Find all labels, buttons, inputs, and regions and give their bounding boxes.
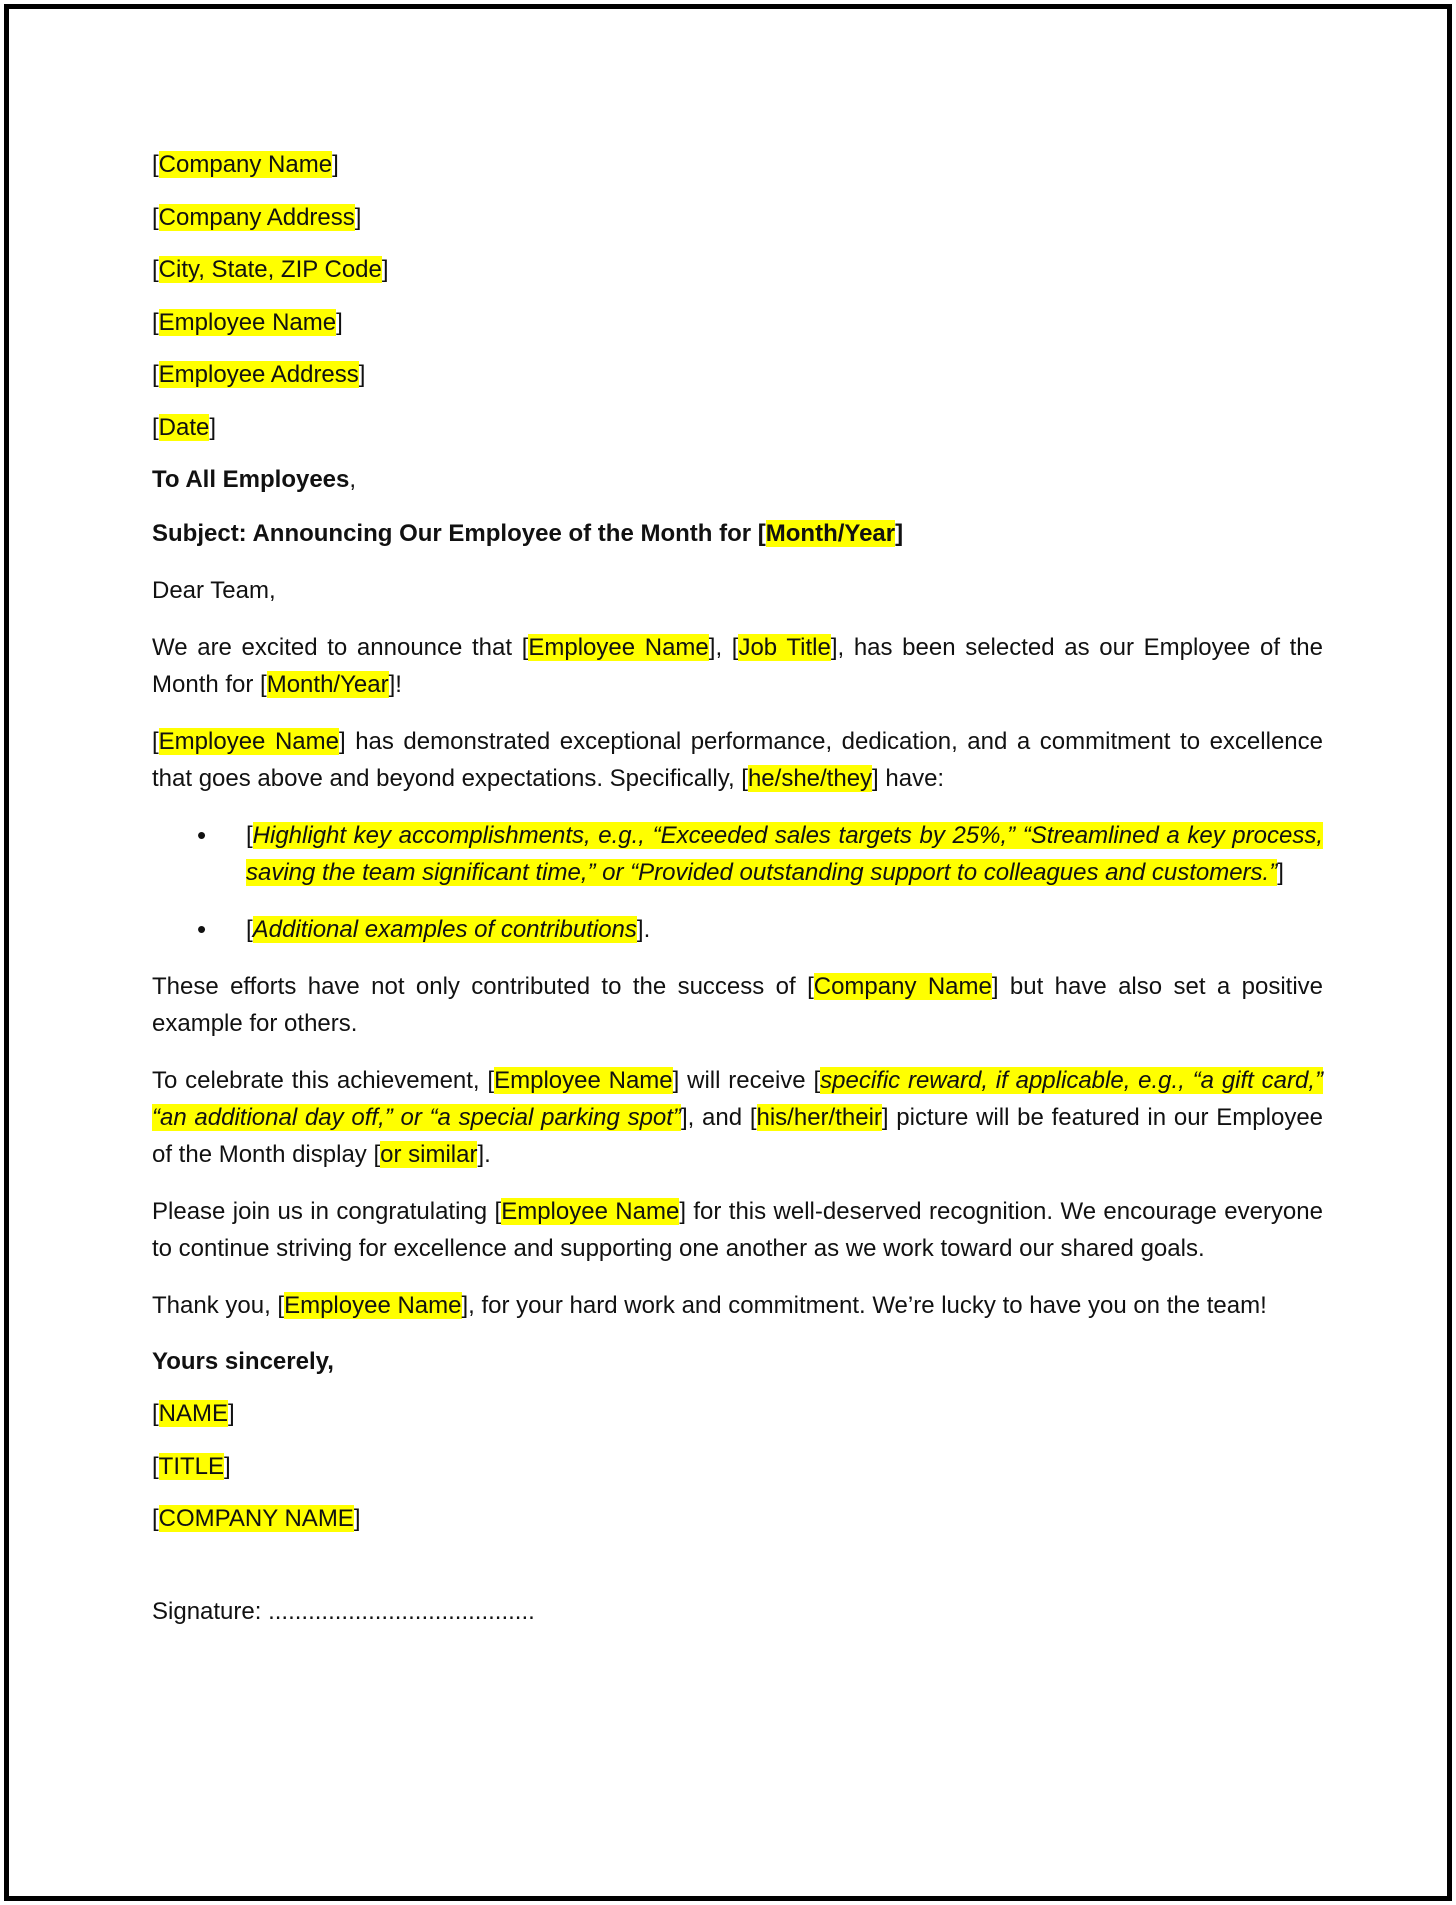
text: To celebrate this achievement, (152, 1066, 488, 1094)
placeholder: Company Name (158, 151, 333, 178)
employee-name-line: [Employee Name] (152, 308, 343, 336)
date-line: [Date] (152, 413, 217, 441)
placeholder: specific reward, if applicable, e.g., “a gift card,” “an additional day off,” or “a special parking spot” (152, 1066, 1323, 1131)
placeholder: Month/Year (765, 519, 896, 547)
bullet-icon: • (197, 819, 207, 850)
signer-company-line: [COMPANY NAME] (152, 1505, 361, 1532)
placeholder: Company Address (158, 203, 355, 231)
placeholder: Month/Year (266, 670, 389, 698)
closing: Yours sincerely, (152, 1347, 334, 1375)
placeholder: Employee Name (158, 727, 339, 755)
text: , (715, 633, 732, 661)
greeting: Dear Team, (152, 576, 276, 604)
signature-line: Signature: ........................................ (152, 1597, 535, 1625)
text: These efforts have not only contributed to the success of (152, 972, 808, 1000)
text: have: (878, 764, 945, 792)
text: ! (395, 670, 402, 698)
placeholder: Employee Name (158, 308, 337, 336)
spacer (152, 1554, 1323, 1594)
text: We are excited to announce that (152, 633, 522, 661)
recipient: To All Employees (152, 466, 350, 493)
text: , for your hard work and commitment. We’re lucky to have you on the team! (468, 1291, 1267, 1319)
paragraph-performance: [Employee Name] has demonstrated exceptional performance, dedication, and a commitment to excellence that goes above and beyond expectations. Specifically, [he/she/they] have: (152, 727, 1323, 792)
placeholder: Highlight key accomplishments, e.g., “Exceeded sales targets by 25%,” “Streamlined a key process, saving the team significant time,” or “Provided outstanding support to colleagues and customers.” (246, 821, 1323, 886)
employee-address-line: [Employee Address] (152, 361, 366, 388)
list-item: • [Highlight key accomplishments, e.g., “Exceeded sales targets by 25%,” “Streamlined a key process, saving the team significant time,” or “Provided outstanding support to colleagues and customers.”] (152, 817, 1323, 891)
placeholder: his/her/their (756, 1103, 882, 1131)
text: , and (687, 1103, 750, 1131)
placeholder: City, State, ZIP Code (158, 256, 382, 283)
text: will receive (679, 1066, 814, 1094)
subject-line: Subject: Announcing Our Employee of the Month for [Month/Year] (152, 519, 904, 547)
placeholder: Date (158, 413, 210, 441)
placeholder: Employee Address (158, 361, 359, 388)
placeholder: COMPANY NAME (158, 1505, 354, 1532)
text: . (484, 1140, 491, 1168)
placeholder: Employee Name (284, 1291, 462, 1319)
placeholder: Additional examples of contributions (252, 915, 637, 943)
placeholder: or similar (380, 1140, 478, 1168)
company-name-line: [Company Name] (152, 151, 339, 178)
paragraph-reward: To celebrate this achievement, [Employee Name] will receive [specific reward, if applicable, e.g., “a gift card,” “an additional day off,” or “a special parking spot”], and [his/her/their] picture will be featured in our Employee of the Month display [or similar]. (152, 1066, 1324, 1168)
placeholder: NAME (158, 1400, 229, 1427)
placeholder: Employee Name (494, 1066, 673, 1094)
placeholder: TITLE (158, 1452, 225, 1480)
text: Please join us in congratulating (152, 1197, 495, 1225)
paragraph-thanks: Thank you, [Employee Name], for your hard work and commitment. We’re lucky to have you on the team! (152, 1291, 1267, 1319)
text: picture will be featured in our Employee of the Month display (152, 1103, 1324, 1168)
signer-title-line: [TITLE] (152, 1452, 231, 1480)
page-border (4, 4, 1452, 1901)
text: but have also set a positive example for others. (152, 972, 1323, 1037)
text: has demonstrated exceptional performance, dedication, and a commitment to excellence that goes above and beyond expectations. Specifically, (152, 727, 1323, 792)
paragraph-announcement: We are excited to announce that [Employee Name], [Job Title], has been selected as our Employee of the Month for [Month/Year]! (152, 633, 1323, 698)
accomplishments-list (152, 817, 1323, 948)
recipient-line: To All Employees, (152, 466, 357, 493)
placeholder: Company Name (813, 972, 992, 1000)
list-item: • [Additional examples of contributions]. (152, 911, 1323, 948)
text: for this well-deserved recognition. We encourage everyone to continue striving for excellence and supporting one another as we work toward our shared goals. (152, 1197, 1323, 1262)
placeholder: Employee Name (528, 633, 709, 661)
paragraph-congratulate: Please join us in congratulating [Employee Name] for this well-deserved recognition. We encourage everyone to continue striving for excellence and supporting one another as we work toward our shared goals. (152, 1197, 1323, 1262)
paragraph-efforts: These efforts have not only contributed to the success of [Company Name] but have also set a positive example for others. (152, 972, 1323, 1037)
signer-name-line: [NAME] (152, 1400, 235, 1427)
company-address-line: [Company Address] (152, 203, 362, 231)
bullet-icon: • (197, 913, 207, 944)
text: Thank you, (152, 1291, 278, 1319)
text: , has been selected as our Employee of the Month for (152, 633, 1323, 698)
letter-body (152, 147, 1323, 1646)
placeholder: Employee Name (501, 1197, 680, 1225)
city-state-zip-line: [City, State, ZIP Code] (152, 256, 389, 283)
placeholder: he/she/they (747, 764, 873, 792)
placeholder: Job Title (738, 633, 831, 661)
subject-text: Subject: Announcing Our Employee of the Month for (152, 519, 758, 547)
